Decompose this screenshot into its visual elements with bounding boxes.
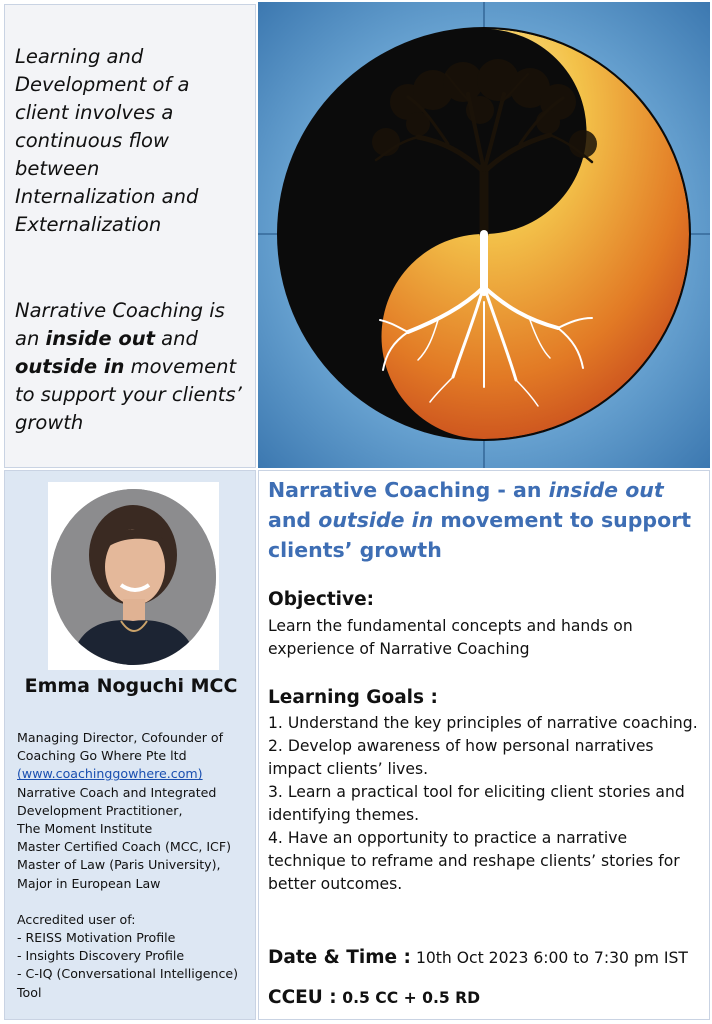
quote-text: movement to support your clients’ growth [15, 355, 242, 434]
goals-list [268, 712, 708, 896]
title-emphasis: outside in [318, 508, 434, 532]
profile-photo-frame [48, 482, 219, 670]
bio-line: Coaching Go Where Pte ltd [17, 748, 187, 764]
quote-intro: Learning and Development of a client involves a continuous flow between Internalization and Externalization [15, 45, 199, 236]
goals-heading: Learning Goals : [268, 687, 438, 708]
date-time-value: 10th Oct 2023 6:00 to 7:30 pm IST [415, 949, 688, 967]
quote-text: Narrative Coaching is an [15, 299, 225, 350]
objective-text: Learn the fundamental concepts and hands on experience of Narrative Coaching [268, 617, 633, 658]
goal-item: 2. Develop awareness of how personal narratives impact clients’ lives. [268, 737, 654, 778]
website-link[interactable]: (www.coachinggowhere.com) [17, 766, 203, 782]
spacer [17, 893, 253, 911]
goal-item: 1. Understand the key principles of narrative coaching. [268, 714, 698, 732]
bio-line: Development Practitioner, [17, 802, 183, 818]
objective-heading: Objective: [268, 589, 375, 610]
accredited-item: - REISS Motivation Profile [17, 930, 176, 946]
artwork-panel [258, 2, 710, 468]
accredited-item: Tool [17, 984, 42, 1000]
yin-yang-tree-icon [258, 2, 710, 468]
goal-item: 3. Learn a practical tool for eliciting client stories and identifying themes. [268, 783, 685, 824]
quote-emphasis-inside-out: inside out [45, 327, 155, 350]
bio-line: Master of Law (Paris University), [17, 857, 221, 873]
date-time-row [268, 947, 688, 968]
quote-emphasis-outside-in: outside in [15, 355, 125, 378]
accredited-heading: Accredited user of: [17, 911, 136, 927]
event-details-panel [258, 470, 710, 1020]
person-avatar-icon [51, 489, 216, 665]
bio-line: Narrative Coach and Integrated [17, 784, 217, 800]
title-emphasis: inside out [548, 478, 664, 502]
person-name: Emma Noguchi MCC [24, 675, 238, 697]
goal-item: 4. Have an opportunity to practice a narrative technique to reframe and reshape clients’ stories for better outcomes. [268, 829, 680, 893]
bio-line: The Moment Institute [17, 821, 153, 837]
event-title [268, 475, 708, 565]
cceu-row [268, 987, 480, 1008]
title-text: and [268, 508, 319, 532]
quote-narrative [15, 297, 245, 437]
bio-line: Master Certified Coach (MCC, ICF) [17, 839, 232, 855]
profile-panel [4, 470, 256, 1020]
cceu-value: 0.5 CC + 0.5 RD [342, 989, 481, 1007]
quote-panel [4, 4, 256, 468]
title-text: movement to support clients’ growth [268, 508, 692, 562]
title-text: Narrative Coaching - an [268, 478, 549, 502]
accredited-item: - C-IQ (Conversational Intelligence) [17, 966, 239, 982]
quote-text: and [154, 327, 198, 350]
accredited-item: - Insights Discovery Profile [17, 948, 185, 964]
date-time-label: Date & Time : [268, 947, 411, 968]
bio-line: Major in European Law [17, 875, 161, 891]
cceu-label: CCEU : [268, 987, 337, 1008]
bio-line: Managing Director, Cofounder of [17, 730, 224, 745]
bio [17, 729, 253, 1002]
profile-photo [51, 489, 216, 665]
